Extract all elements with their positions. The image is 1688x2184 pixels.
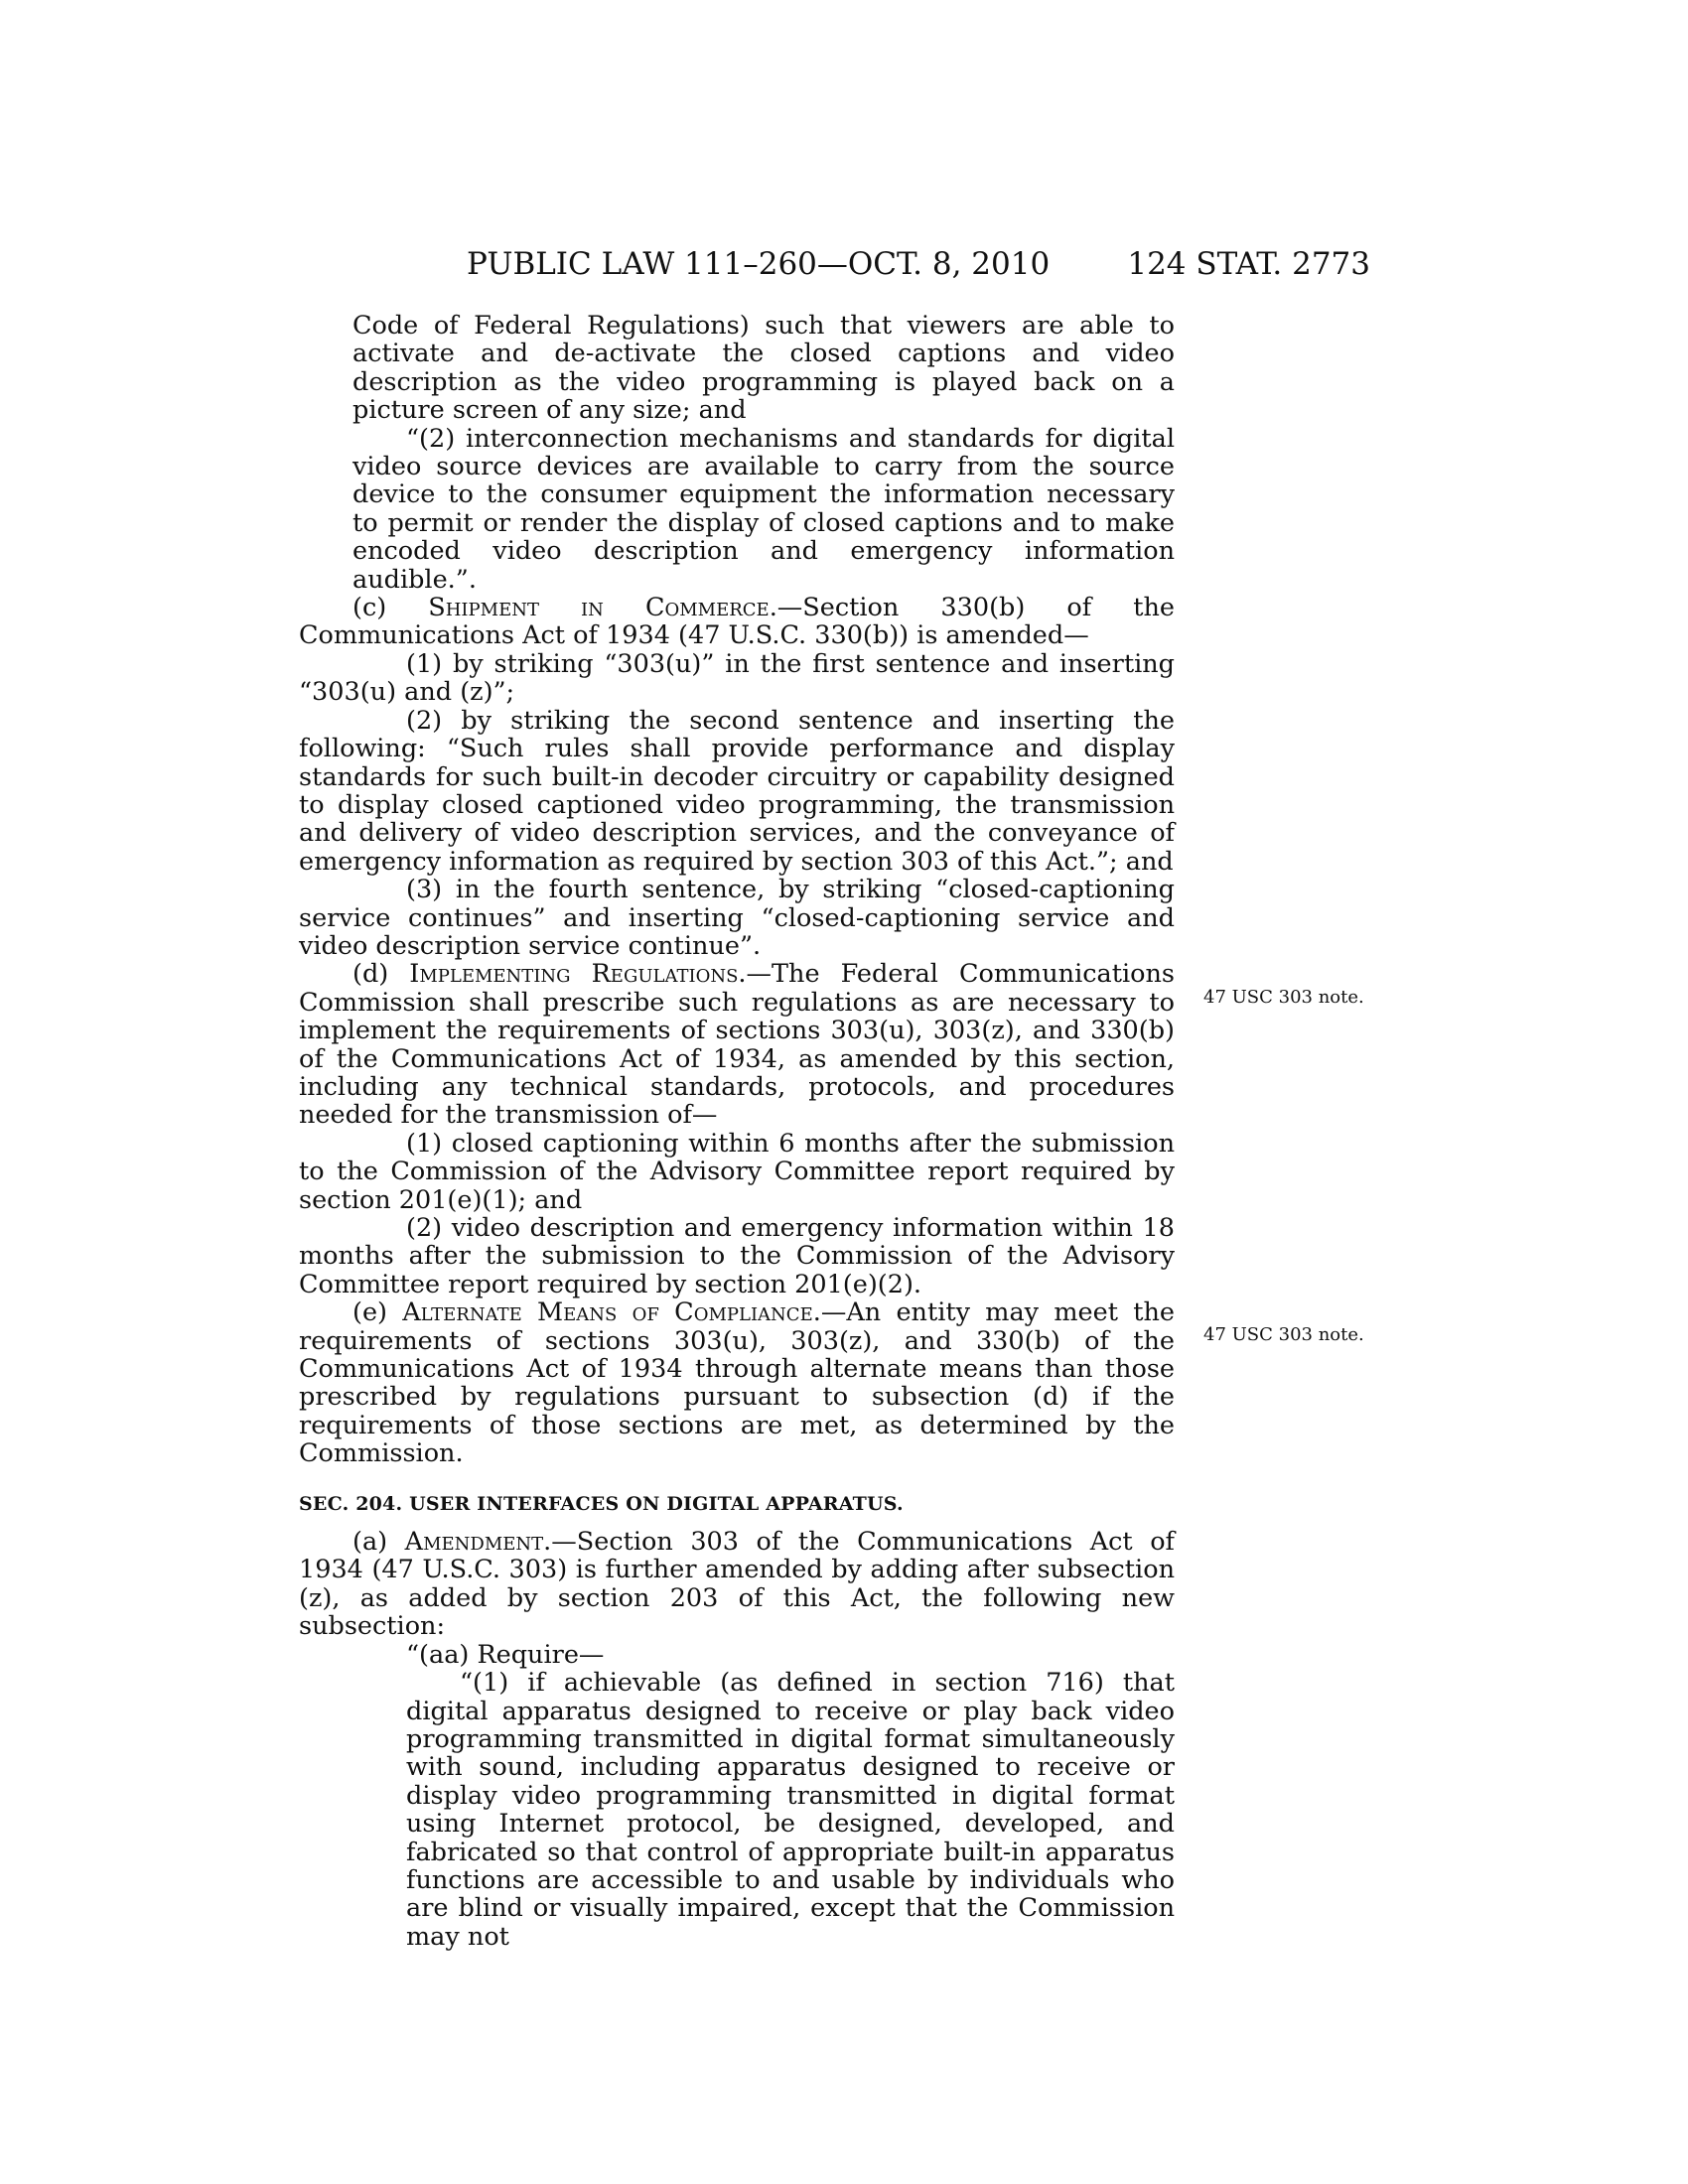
subsection-d-label: (d) (352, 959, 410, 990)
subsection-d-text: .—The Federal Communications Commission shall prescribe such regulations as are necessary to implement the requirements of sections 303(u), 303(z), and 330(b) of the Communications Act of 1934, as amended by this section, including any technical standards, protocols, and procedures needed for the transmission of— (299, 959, 1175, 1131)
subsection-e (299, 1298, 1175, 1467)
subsection-d-item-2: (2) video description and emergency information within 18 months after the submission to the Commission of the Advisory Committee report required by section 201(e)(2). (299, 1213, 1175, 1299)
subsection-d-item-1: (1) closed captioning within 6 months after the submission to the Commission of the Advisory Committee report required by section 201(e)(1); and (299, 1128, 1175, 1215)
subsection-e-label: (e) (352, 1297, 403, 1328)
margin-note-d: 47 USC 303 note. (1203, 987, 1364, 1008)
subsection-c-item-2: (2) by striking the second sentence and inserting the following: “Such rules shall provide performance and display standards for such built-in decoder circuitry or capability designed to display closed captioned video programming, the transmission and delivery of video description services, and the conveyance of emergency information as required by section 303 of this Act.”; and (299, 705, 1175, 877)
section-heading: SEC. 204. USER INTERFACES ON DIGITAL APPARATUS. (299, 1492, 904, 1515)
margin-note-e: 47 USC 303 note. (1203, 1324, 1364, 1345)
subsection-d (299, 960, 1175, 1129)
subsection-e-heading: Alternate Means of Compliance (402, 1297, 813, 1328)
running-head-title: PUBLIC LAW 111–260—OCT. 8, 2010 (467, 246, 1051, 282)
subsection-c-text: .—Section 330(b) of the Communications Act of 1934 (47 U.S.C. 330(b)) is amended— (299, 593, 1175, 651)
subsection-a-text: .—Section 303 of the Communications Act of 1934 (47 U.S.C. 303) is further amended by adding after subsection (z), as added by section 203 of this Act, the following new subsection: (299, 1527, 1175, 1642)
page-header (427, 246, 1370, 286)
subsection-d-heading: Implementing Regulations (409, 959, 739, 990)
document-body (299, 312, 1175, 1951)
paragraph-continuation: Code of Federal Regulations) such that viewers are able to activate and de-activate the closed captions and video description as the video programming is played back on a picture screen of any size; and (352, 311, 1175, 426)
subsection-a (299, 1528, 1175, 1641)
subsection-c-heading: Shipment in Commerce (428, 593, 770, 623)
subsection-a-heading: Amendment (404, 1527, 544, 1558)
subsection-c-item-3: (3) in the fourth sentence, by striking “closed-captioning service continues” and inserting “closed-captioning service and video description service continue”. (299, 875, 1175, 961)
subsection-e-text: .—An entity may meet the requirements of sections 303(u), 303(z), and 330(b) of the Communications Act of 1934 through alternate means than those prescribed by regulations pursuant to subsection (d) if the requirements of those sections are met, as determined by the Commission. (299, 1297, 1175, 1469)
quoted-paragraph-aa-1: “(1) if achievable (as defined in section 716) that digital apparatus designed to receive or play back video programming transmitted in digital format simultaneously with sound, including apparatus designed to receive or display video programming transmitted in digital format using Internet protocol, be designed, developed, and fabricated so that control of appropriate built-in apparatus functions are accessible to and usable by individuals who are blind or visually impaired, except that the Commission may not (406, 1668, 1175, 1952)
subsection-c (299, 594, 1175, 650)
paragraph-item-2: “(2) interconnection mechanisms and standards for digital video source devices are available to carry from the source device to the consumer equipment the information necessary to permit or render the display of closed captions and to make encoded video description and emergency information audible.”. (352, 423, 1175, 595)
subsection-a-label: (a) (352, 1527, 405, 1558)
quoted-subsection-aa: “(aa) Require— (406, 1639, 605, 1670)
statute-page-number: 124 STAT. 2773 (1127, 246, 1370, 282)
subsection-c-label: (c) (352, 593, 429, 623)
subsection-c-item-1: (1) by striking “303(u)” in the first sentence and inserting “303(u) and (z)”; (299, 648, 1175, 708)
